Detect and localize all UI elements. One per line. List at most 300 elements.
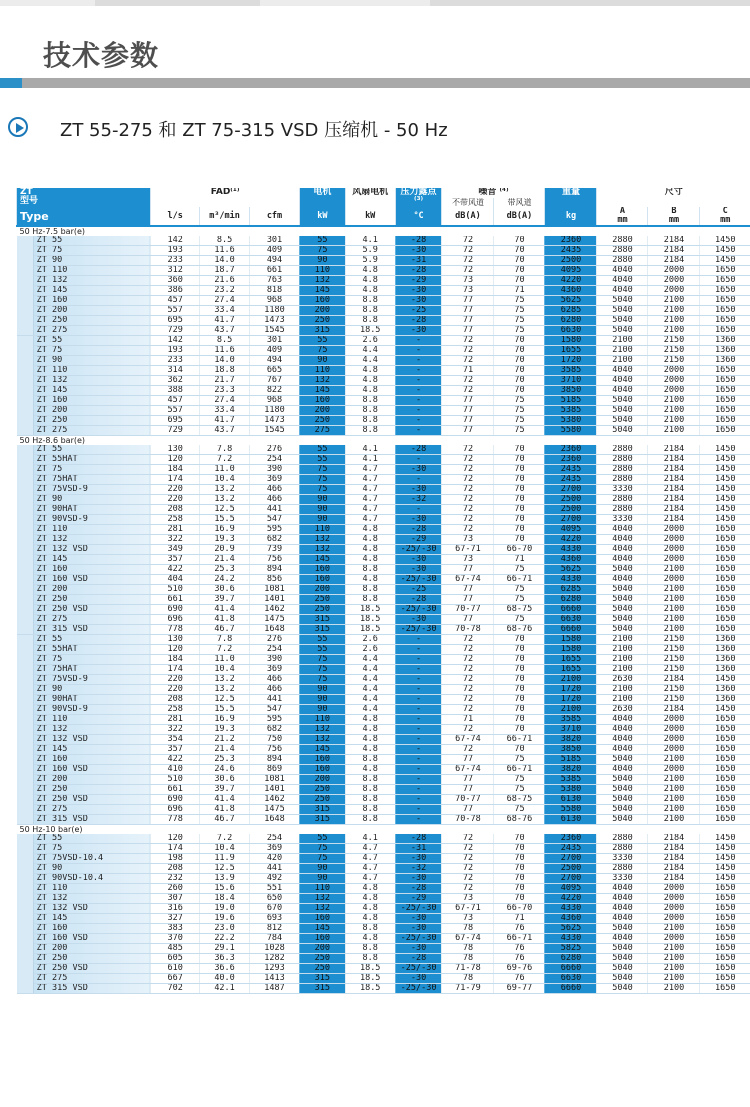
table-cell: 70: [494, 455, 545, 465]
table-cell: 349: [151, 545, 200, 555]
table-cell: 2000: [648, 894, 700, 904]
table-cell: 72: [442, 655, 494, 665]
table-cell: 208: [151, 695, 200, 705]
table-row: [17, 725, 750, 735]
table-row: [17, 366, 750, 376]
table-cell: 1650: [700, 555, 750, 565]
table-cell: 132: [299, 735, 345, 745]
table-cell: 3710: [545, 376, 597, 386]
model-cell: ZT 110: [33, 266, 151, 276]
table-cell: 383: [151, 924, 200, 934]
table-cell: 10.4: [200, 844, 250, 854]
table-cell: 4.7: [345, 505, 395, 515]
table-header: [17, 188, 750, 226]
table-cell: 77: [442, 805, 494, 815]
table-cell: 68-75: [494, 605, 545, 615]
table-cell: 72: [442, 645, 494, 655]
table-row: [17, 765, 750, 775]
table-cell: 200: [299, 585, 345, 595]
table-cell: 132: [299, 894, 345, 904]
table-cell: 2100: [597, 635, 648, 645]
table-cell: 1450: [700, 445, 750, 455]
model-cell: ZT 75: [33, 246, 151, 256]
table-row: [17, 974, 750, 984]
table-cell: 77: [442, 565, 494, 575]
table-cell: 354: [151, 735, 200, 745]
table-row: [17, 705, 750, 715]
table-row: [17, 316, 750, 326]
table-row: [17, 775, 750, 785]
table-cell: 3850: [545, 386, 597, 396]
table-cell: 8.5: [200, 236, 250, 246]
table-row: [17, 665, 750, 675]
table-cell: 7.8: [200, 635, 250, 645]
table-cell: 315: [299, 984, 345, 994]
model-cell: ZT 110: [33, 884, 151, 894]
table-cell: -30: [395, 854, 442, 864]
table-cell: 281: [151, 525, 200, 535]
table-cell: 70: [494, 695, 545, 705]
table-cell: 7.8: [200, 445, 250, 455]
table-cell: 4040: [597, 735, 648, 745]
table-cell: 5580: [545, 805, 597, 815]
table-cell: 1360: [700, 645, 750, 655]
model-cell: ZT 132 VSD: [33, 904, 151, 914]
table-cell: 67-74: [442, 575, 494, 585]
table-cell: 557: [151, 306, 200, 316]
table-cell: 369: [250, 844, 300, 854]
table-cell: 14.0: [200, 356, 250, 366]
table-cell: 1473: [250, 416, 300, 426]
table-cell: 5040: [597, 605, 648, 615]
model-cell: ZT 132: [33, 276, 151, 286]
table-cell: 2100: [648, 795, 700, 805]
table-row: [17, 495, 750, 505]
table-cell: 72: [442, 376, 494, 386]
table-cell: 250: [299, 964, 345, 974]
table-cell: -: [395, 366, 442, 376]
table-cell: 250: [299, 785, 345, 795]
table-cell: 75: [494, 406, 545, 416]
model-cell: ZT 75HAT: [33, 475, 151, 485]
table-cell: 301: [250, 336, 300, 346]
table-cell: 369: [250, 665, 300, 675]
table-cell: 301: [250, 236, 300, 246]
table-cell: 67-74: [442, 765, 494, 775]
table-cell: 750: [250, 735, 300, 745]
table-cell: 75: [494, 775, 545, 785]
group-header-row: [17, 436, 750, 446]
header-dim-spacer: [597, 198, 750, 208]
table-cell: -: [395, 376, 442, 386]
table-cell: 66-71: [494, 765, 545, 775]
table-row: [17, 426, 750, 436]
table-cell: 2700: [545, 515, 597, 525]
table-cell: 2880: [597, 445, 648, 455]
table-cell: 1650: [700, 974, 750, 984]
model-cell: ZT 55HAT: [33, 455, 151, 465]
table-cell: 90: [299, 356, 345, 366]
table-cell: 76: [494, 954, 545, 964]
table-cell: 233: [151, 256, 200, 266]
table-cell: 390: [250, 655, 300, 665]
table-cell: 2100: [648, 605, 700, 615]
table-row: [17, 934, 750, 944]
table-cell: 315: [299, 615, 345, 625]
table-cell: 66-70: [494, 904, 545, 914]
header-fad: FAD⁽¹⁾: [151, 188, 300, 198]
table-cell: 2435: [545, 844, 597, 854]
table-cell: 1648: [250, 625, 300, 635]
table-cell: 4040: [597, 715, 648, 725]
table-cell: 756: [250, 555, 300, 565]
table-row: [17, 595, 750, 605]
table-cell: 13.2: [200, 485, 250, 495]
table-cell: 4040: [597, 386, 648, 396]
table-cell: 1487: [250, 984, 300, 994]
table-cell: 1650: [700, 934, 750, 944]
table-cell: 160: [299, 565, 345, 575]
table-cell: 8.8: [345, 775, 395, 785]
model-cell: ZT 250: [33, 316, 151, 326]
table-cell: 70-77: [442, 605, 494, 615]
table-cell: 78: [442, 944, 494, 954]
table-cell: 1650: [700, 954, 750, 964]
model-cell: ZT 200: [33, 585, 151, 595]
table-cell: 494: [250, 356, 300, 366]
model-cell: ZT 250 VSD: [33, 795, 151, 805]
table-cell: 2150: [648, 346, 700, 356]
table-cell: 1650: [700, 884, 750, 894]
model-cell: ZT 160 VSD: [33, 934, 151, 944]
table-cell: 4360: [545, 914, 597, 924]
table-cell: 409: [250, 246, 300, 256]
table-row: [17, 346, 750, 356]
table-cell: 457: [151, 296, 200, 306]
table-cell: -30: [395, 485, 442, 495]
table-cell: 208: [151, 505, 200, 515]
table-cell: 10.4: [200, 665, 250, 675]
table-cell: 869: [250, 765, 300, 775]
table-cell: 72: [442, 236, 494, 246]
table-cell: 55: [299, 645, 345, 655]
header-noise-hood: 带风道: [494, 198, 545, 208]
table-row: [17, 914, 750, 924]
table-cell: 77: [442, 306, 494, 316]
table-cell: 220: [151, 485, 200, 495]
table-cell: 5040: [597, 944, 648, 954]
table-cell: 77: [442, 775, 494, 785]
table-cell: 1650: [700, 366, 750, 376]
table-cell: 4.8: [345, 715, 395, 725]
table-cell: 69-77: [494, 984, 545, 994]
table-cell: 1650: [700, 525, 750, 535]
table-cell: 5040: [597, 954, 648, 964]
table-row: [17, 406, 750, 416]
table-cell: 250: [299, 416, 345, 426]
table-cell: 5.9: [345, 256, 395, 266]
table-cell: 16.9: [200, 525, 250, 535]
table-cell: 55: [299, 635, 345, 645]
table-cell: 7.2: [200, 645, 250, 655]
table-cell: 2100: [648, 416, 700, 426]
table-row: [17, 535, 750, 545]
table-cell: 3330: [597, 854, 648, 864]
table-cell: 71-78: [442, 964, 494, 974]
table-cell: 2100: [545, 705, 597, 715]
table-cell: -30: [395, 565, 442, 575]
table-cell: 4040: [597, 545, 648, 555]
table-cell: 11.6: [200, 246, 250, 256]
table-cell: 1413: [250, 974, 300, 984]
table-cell: 595: [250, 715, 300, 725]
table-cell: 2150: [648, 635, 700, 645]
table-cell: 73: [442, 535, 494, 545]
table-cell: 2000: [648, 535, 700, 545]
table-cell: 145: [299, 386, 345, 396]
table-cell: 8.8: [345, 944, 395, 954]
table-cell: 76: [494, 944, 545, 954]
table-cell: -25/-30: [395, 545, 442, 555]
table-cell: 130: [151, 635, 200, 645]
table-cell: 5380: [545, 785, 597, 795]
table-cell: 2184: [648, 256, 700, 266]
table-row: [17, 455, 750, 465]
table-cell: 1450: [700, 485, 750, 495]
table-cell: 1580: [545, 635, 597, 645]
table-cell: 120: [151, 455, 200, 465]
table-cell: -: [395, 416, 442, 426]
table-cell: 2100: [648, 775, 700, 785]
table-cell: 41.4: [200, 605, 250, 615]
table-cell: 1650: [700, 376, 750, 386]
table-cell: 2.6: [345, 645, 395, 655]
table-cell: 4.4: [345, 346, 395, 356]
model-cell: ZT 75: [33, 346, 151, 356]
table-cell: 55: [299, 445, 345, 455]
table-cell: 4.8: [345, 555, 395, 565]
table-cell: 18.8: [200, 366, 250, 376]
table-cell: 4095: [545, 884, 597, 894]
table-cell: 4.8: [345, 745, 395, 755]
table-cell: 70: [494, 874, 545, 884]
table-cell: -: [395, 765, 442, 775]
table-cell: 1650: [700, 984, 750, 994]
model-cell: ZT 90: [33, 864, 151, 874]
table-cell: 77: [442, 396, 494, 406]
table-cell: -: [395, 665, 442, 675]
table-cell: 1650: [700, 775, 750, 785]
table-cell: 1650: [700, 715, 750, 725]
table-cell: 72: [442, 864, 494, 874]
table-cell: 11.0: [200, 465, 250, 475]
table-cell: 90: [299, 705, 345, 715]
table-cell: 70: [494, 525, 545, 535]
table-cell: 4.8: [345, 904, 395, 914]
table-cell: 19.0: [200, 904, 250, 914]
table-cell: 75: [299, 665, 345, 675]
model-cell: ZT 250: [33, 785, 151, 795]
table-cell: 193: [151, 246, 200, 256]
table-cell: 2630: [597, 705, 648, 715]
side-label: [17, 445, 34, 635]
table-cell: 70: [494, 675, 545, 685]
table-cell: -: [395, 505, 442, 515]
table-cell: 4040: [597, 366, 648, 376]
table-cell: 4.7: [345, 874, 395, 884]
table-cell: 4040: [597, 765, 648, 775]
table-cell: 1450: [700, 854, 750, 864]
unit-cfm: cfm: [250, 207, 300, 226]
table-cell: 409: [250, 346, 300, 356]
table-cell: 2150: [648, 356, 700, 366]
table-cell: 90: [299, 515, 345, 525]
model-cell: ZT 55: [33, 336, 151, 346]
table-cell: 160: [299, 914, 345, 924]
model-cell: ZT 250 VSD: [33, 605, 151, 615]
table-cell: 6285: [545, 585, 597, 595]
model-cell: ZT 200: [33, 306, 151, 316]
table-cell: 547: [250, 515, 300, 525]
table-cell: 2880: [597, 236, 648, 246]
table-cell: 2184: [648, 246, 700, 256]
model-cell: ZT 75VSD-9: [33, 675, 151, 685]
table-cell: 2360: [545, 445, 597, 455]
table-cell: 466: [250, 485, 300, 495]
table-cell: 71: [442, 715, 494, 725]
table-cell: 4.7: [345, 495, 395, 505]
table-cell: 90: [299, 256, 345, 266]
model-cell: ZT 315 VSD: [33, 625, 151, 635]
play-circle-icon: [8, 117, 28, 137]
dim-c-unit: mm: [720, 215, 731, 225]
table-cell: 70: [494, 725, 545, 735]
table-cell: 70: [494, 356, 545, 366]
table-row: [17, 575, 750, 585]
table-cell: -: [395, 725, 442, 735]
table-cell: 11.9: [200, 854, 250, 864]
table-cell: 1450: [700, 844, 750, 854]
table-cell: 21.4: [200, 555, 250, 565]
table-cell: 30.6: [200, 585, 250, 595]
table-cell: -29: [395, 535, 442, 545]
table-cell: 75: [494, 785, 545, 795]
table-cell: 4330: [545, 934, 597, 944]
table-cell: 4.8: [345, 575, 395, 585]
table-cell: 8.8: [345, 585, 395, 595]
table-cell: 1655: [545, 665, 597, 675]
table-cell: 5580: [545, 426, 597, 436]
table-cell: 66-71: [494, 575, 545, 585]
table-cell: -28: [395, 236, 442, 246]
table-cell: -25/-30: [395, 575, 442, 585]
table-cell: 70: [494, 495, 545, 505]
header-type: Type: [17, 207, 151, 226]
table-cell: 90: [299, 874, 345, 884]
table-cell: 818: [250, 286, 300, 296]
table-cell: 1650: [700, 805, 750, 815]
table-cell: -28: [395, 445, 442, 455]
table-cell: 4040: [597, 555, 648, 565]
table-cell: 756: [250, 745, 300, 755]
table-cell: 4.4: [345, 675, 395, 685]
table-cell: 2184: [648, 854, 700, 864]
table-cell: 4040: [597, 934, 648, 944]
table-cell: 3820: [545, 765, 597, 775]
table-cell: 4220: [545, 276, 597, 286]
model-cell: ZT 250 VSD: [33, 964, 151, 974]
table-cell: 276: [250, 635, 300, 645]
table-cell: 8.8: [345, 426, 395, 436]
table-cell: 8.8: [345, 795, 395, 805]
table-cell: -: [395, 795, 442, 805]
table-cell: 66-71: [494, 934, 545, 944]
table-cell: 3820: [545, 735, 597, 745]
table-cell: 70: [494, 485, 545, 495]
model-cell: ZT 75: [33, 844, 151, 854]
table-cell: 1650: [700, 765, 750, 775]
header-fad-spacer: [151, 198, 300, 208]
table-cell: 1650: [700, 535, 750, 545]
table-cell: 315: [299, 805, 345, 815]
table-cell: -25/-30: [395, 984, 442, 994]
table-cell: 232: [151, 874, 200, 884]
table-cell: 312: [151, 266, 200, 276]
table-cell: 2100: [597, 655, 648, 665]
table-cell: 70: [494, 266, 545, 276]
table-cell: 466: [250, 495, 300, 505]
table-cell: 275: [299, 426, 345, 436]
dim-a-unit: mm: [617, 215, 628, 225]
table-cell: 73: [442, 894, 494, 904]
table-cell: 4.4: [345, 695, 395, 705]
table-cell: 73: [442, 286, 494, 296]
table-cell: 75: [299, 485, 345, 495]
table-cell: 25.3: [200, 755, 250, 765]
table-cell: 68-76: [494, 625, 545, 635]
table-cell: -: [395, 346, 442, 356]
table-cell: 2000: [648, 575, 700, 585]
table-cell: 322: [151, 725, 200, 735]
model-cell: ZT 132 VSD: [33, 735, 151, 745]
table-cell: 388: [151, 386, 200, 396]
table-cell: 72: [442, 515, 494, 525]
table-cell: 1650: [700, 625, 750, 635]
table-row: [17, 416, 750, 426]
table-cell: 661: [151, 595, 200, 605]
table-cell: 70: [494, 505, 545, 515]
table-cell: 1360: [700, 695, 750, 705]
table-row: [17, 545, 750, 555]
model-cell: ZT 275: [33, 805, 151, 815]
table-cell: 2100: [545, 675, 597, 685]
table-cell: 76: [494, 974, 545, 984]
table-cell: 78: [442, 954, 494, 964]
table-cell: 2880: [597, 834, 648, 844]
table-cell: 3330: [597, 874, 648, 884]
table-row: [17, 396, 750, 406]
table-cell: 13.2: [200, 675, 250, 685]
table-cell: 2184: [648, 445, 700, 455]
table-cell: 4.4: [345, 685, 395, 695]
table-cell: 2360: [545, 834, 597, 844]
table-cell: 5040: [597, 785, 648, 795]
table-cell: 14.0: [200, 256, 250, 266]
table-cell: 5040: [597, 426, 648, 436]
table-cell: -28: [395, 834, 442, 844]
table-cell: -30: [395, 515, 442, 525]
table-cell: 2000: [648, 765, 700, 775]
